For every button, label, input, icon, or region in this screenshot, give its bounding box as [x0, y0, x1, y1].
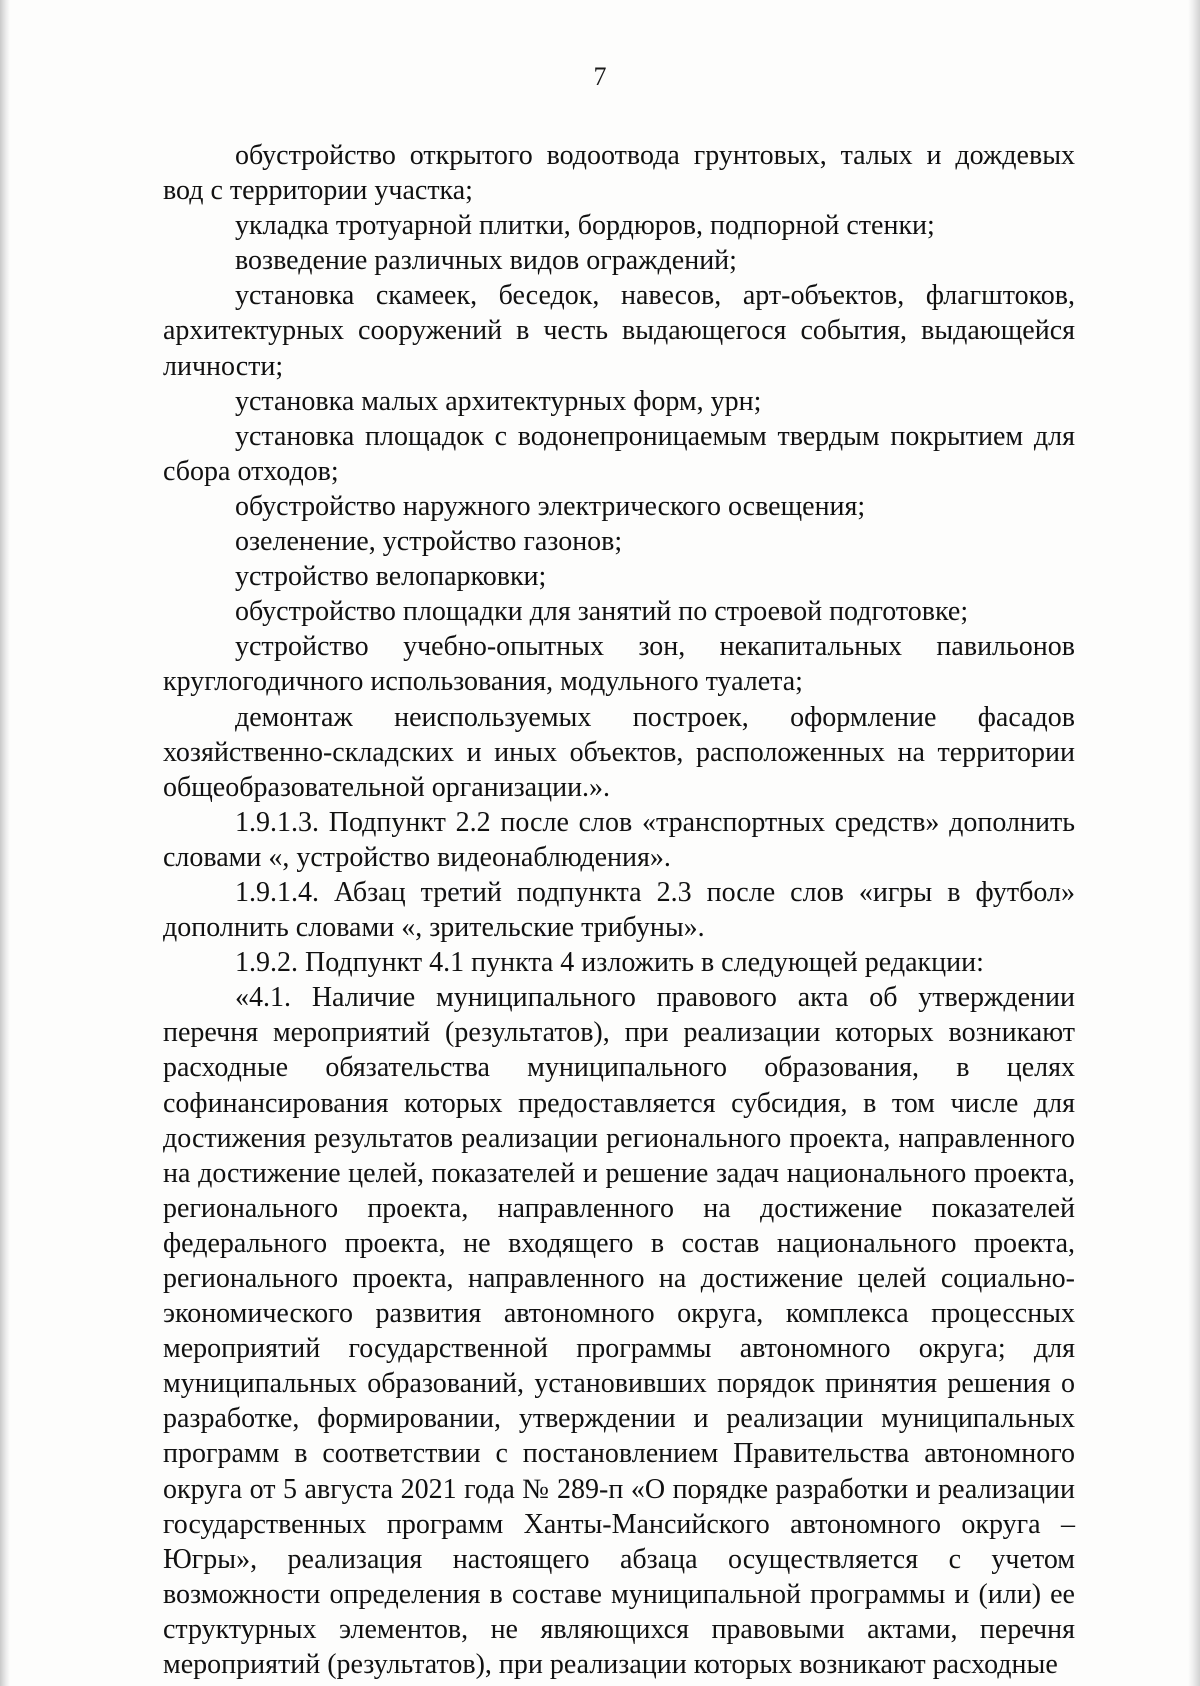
- paragraph-4-1: «4.1. Наличие муниципального правового акта об утверждении перечня мероприятий (результатов), при реализации которых возникают расходные обязательства муниципального образования, в целях софинансирования которых предоставляется субсидия, в том числе для достижения результатов реализации регионального проекта, направленного на достижение целей, показателей и решение задач национального проекта, регионального проекта, направленного на достижение показателей федерального проекта, не входящего в состав национального проекта, регионального проекта, направленного на достижение целей социально-экономического развития автономного округа, комплекса процессных мероприятий государственной программы автономного округа; для муниципальных образований, установивших порядок принятия решения о разработке, формировании, утверждении и реализации муниципальных программ в соответствии с постановлением Правительства автономного округа от 5 августа 2021 года № 289-п «О порядке разработки и реализации государственных программ Ханты-Мансийского автономного округа – Югры», реализация настоящего абзаца осуществляется с учетом возможности определения в составе муниципальной программы и (или) ее структурных элементов, не являющихся правовыми актами, перечня мероприятий (результатов), при реализации которых возникают расходные: [163, 982, 1075, 1681]
- paragraph-drainage: обустройство открытого водоотвода грунтовых, талых и дождевых вод с территории участка;: [163, 140, 1075, 207]
- paragraph-waste-sites: установка площадок с водонепроницаемым твердым покрытием для сбора отходов;: [163, 420, 1075, 487]
- page-number: 7: [593, 62, 607, 91]
- document-body: [163, 138, 1075, 1682]
- paragraph-1-9-1-3: 1.9.1.3. Подпункт 2.2 после слов «транспортных средств» дополнить словами «, устройство видеонаблюдения».: [163, 806, 1075, 873]
- paragraph-training-zones: устройство учебно-опытных зон, некапитальных павильонов круглогодичного использования, модульного туалета;: [163, 631, 1075, 698]
- paragraph-1-9-2: 1.9.2. Подпункт 4.1 пункта 4 изложить в следующей редакции:: [235, 947, 984, 979]
- scan-edge-right: [1188, 0, 1200, 1686]
- paragraph-fencing: возведение различных видов ограждений;: [235, 245, 737, 277]
- paragraph-drill-ground: обустройство площадки для занятий по строевой подготовке;: [235, 596, 969, 628]
- paragraph-bike-parking: устройство велопарковки;: [235, 561, 547, 593]
- paragraph-demolition: демонтаж неиспользуемых построек, оформление фасадов хозяйственно-складских и иных объектов, расположенных на территории общеобразовательной организации.».: [163, 701, 1075, 803]
- paragraph-small-forms: установка малых архитектурных форм, урн;: [235, 385, 762, 417]
- scan-edge-left: [0, 0, 10, 1686]
- paragraph-paving: укладка тротуарной плитки, бордюров, подпорной стенки;: [235, 210, 935, 242]
- paragraph-1-9-1-4: 1.9.1.4. Абзац третий подпункта 2.3 после слов «игры в футбол» дополнить словами «, зрительские трибуны».: [163, 876, 1075, 944]
- paragraph-benches: установка скамеек, беседок, навесов, арт-объектов, флагштоков, архитектурных сооружений в честь выдающегося события, выдающейся личности;: [163, 280, 1075, 382]
- paragraph-lighting: обустройство наружного электрического освещения;: [235, 490, 866, 522]
- paragraph-landscaping: озеленение, устройство газонов;: [235, 526, 623, 558]
